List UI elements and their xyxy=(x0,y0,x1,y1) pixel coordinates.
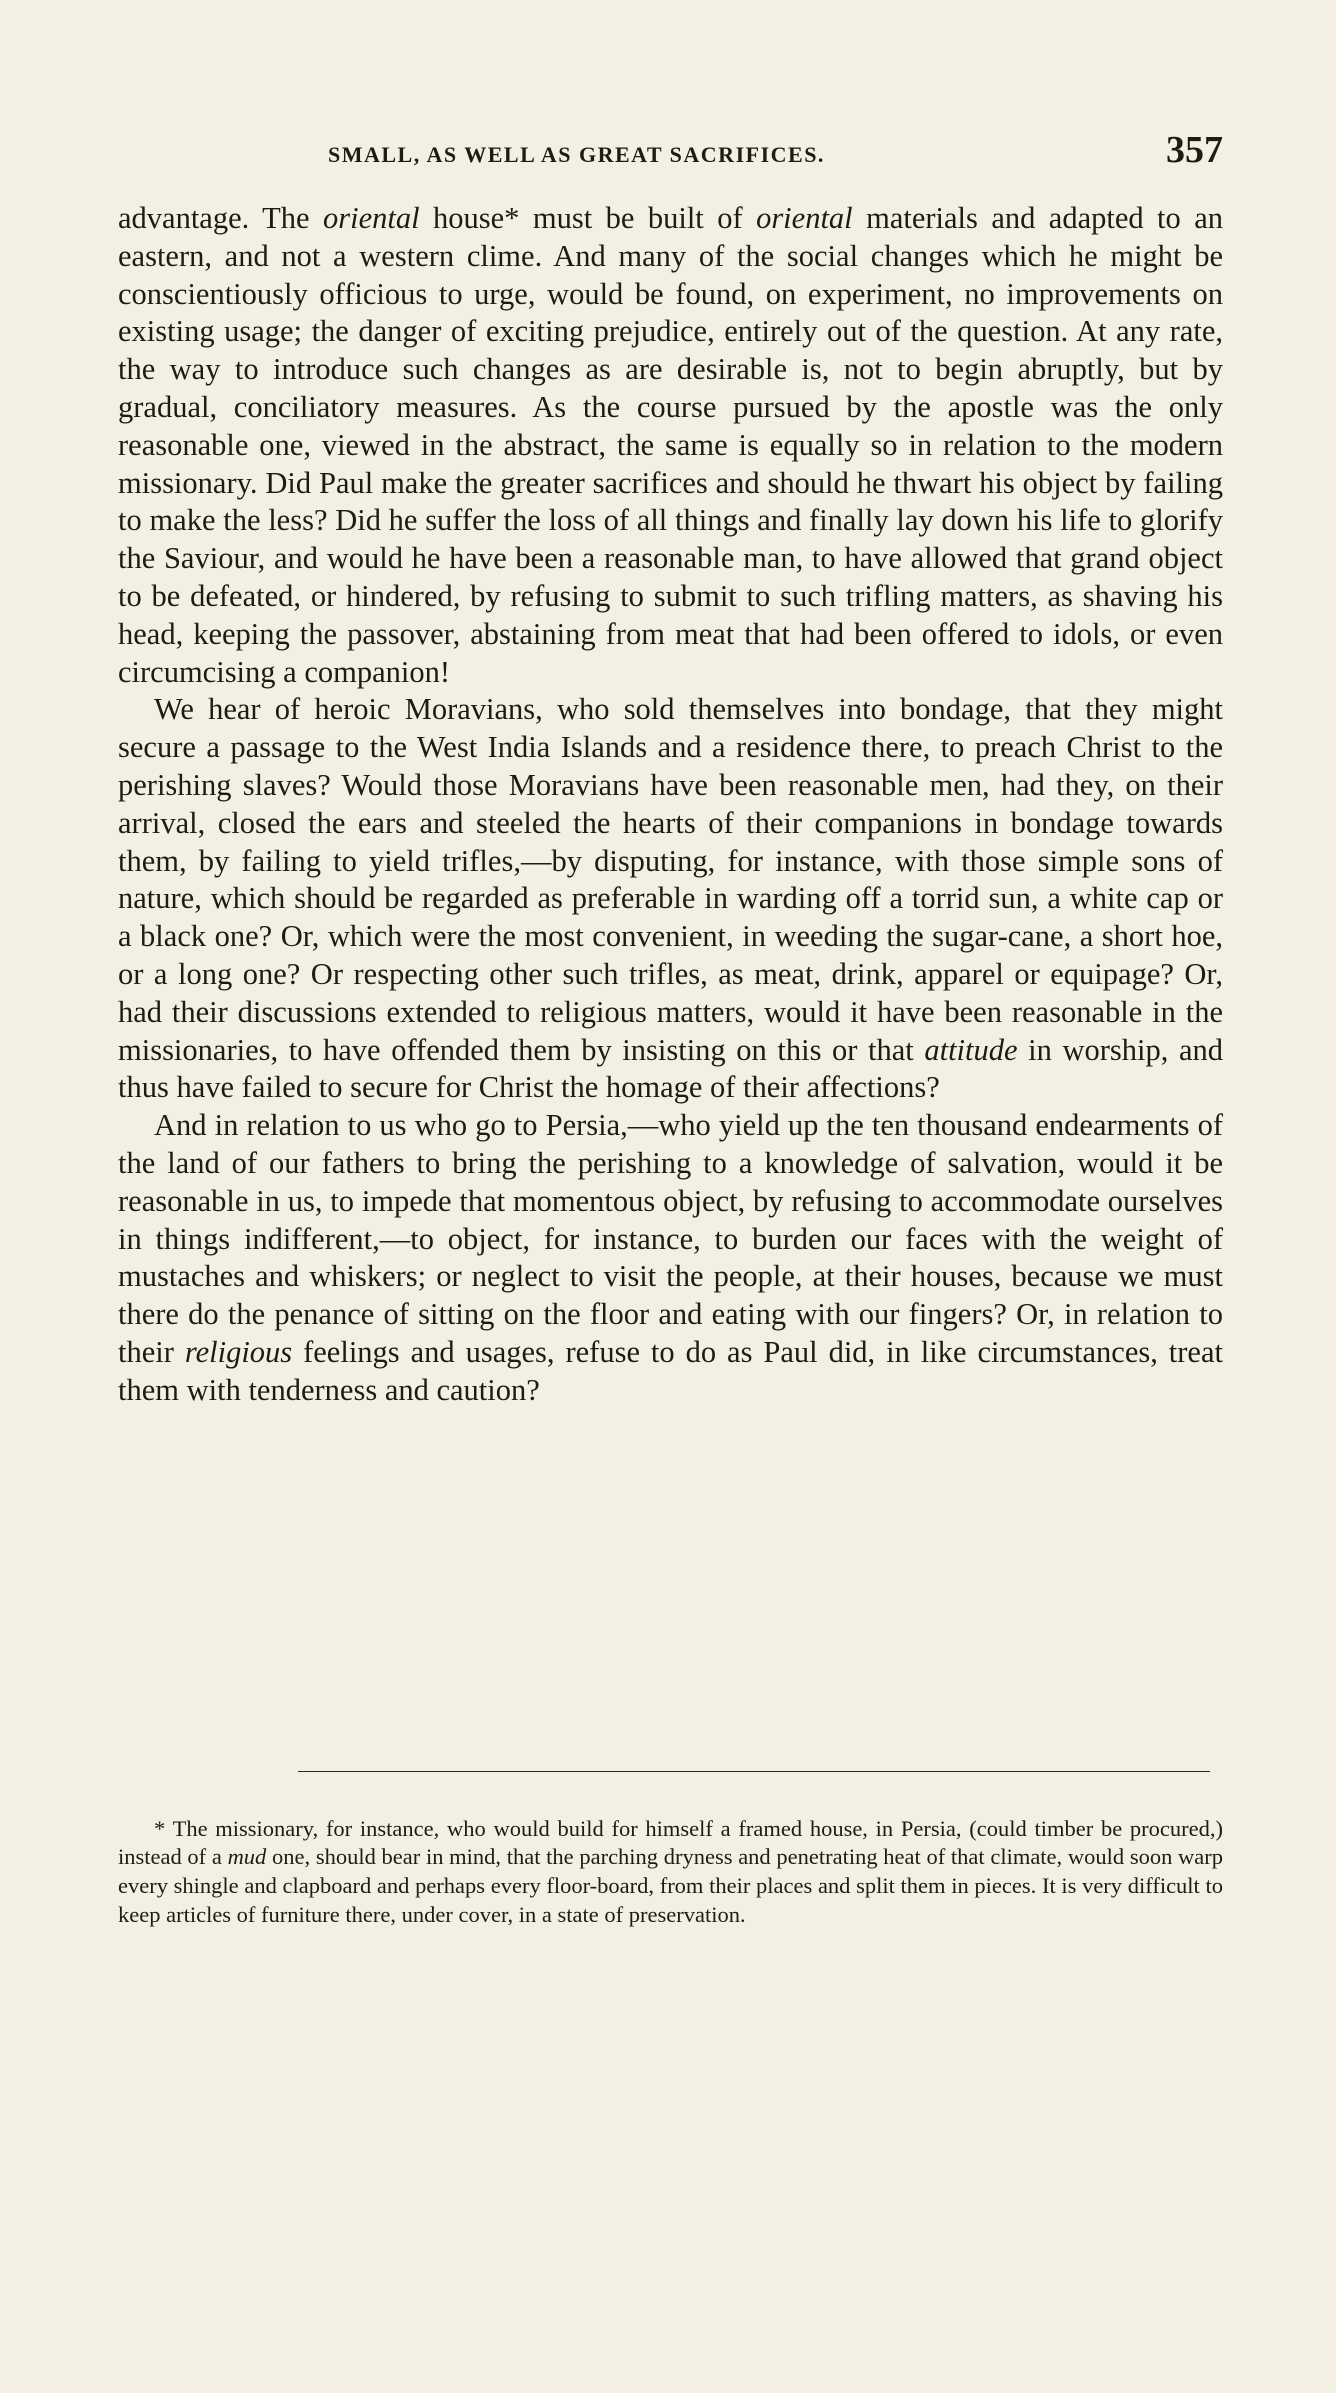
page-header xyxy=(118,128,1223,184)
page-number: 357 xyxy=(1166,129,1223,171)
italic-run: religious xyxy=(184,1334,293,1369)
text-run: house* must be built of xyxy=(419,201,757,235)
text-run: in worship, and thus have failed to secure for Christ the homage of their affections? xyxy=(118,1032,1223,1105)
footnote-rule xyxy=(298,1771,1210,1772)
paragraph xyxy=(118,1107,1223,1409)
text-run: materials and adapted to an eastern, and not a western clime. And many of the social changes which he might be conscientiously officious to urge, would be found, on experiment, no improvements on existing usage; the danger of exciting prejudice, entirely out of the question. At any rate, the way to introduce such changes as are desirable is, not to begin abruptly, but by gradual, conciliatory measures. As the course pursued by the apostle was the only reasonable one, viewed in the abstract, the same is equally so in relation to the modern missionary. Did Paul make the greater sacrifices and should he thwart his object by failing to make the less? Did he suffer the loss of all things and finally lay down his life to glorify the Saviour, and would he have been a reasonable man, to have allowed that grand object to be defeated, or hindered, by refusing to submit to such trifling matters, as shaving his head, keeping the passover, abstaining from meat that had been offered to idols, or even circumcising a companion! xyxy=(118,201,1224,689)
paragraph xyxy=(118,200,1223,691)
body-text xyxy=(118,200,1223,1410)
paragraph xyxy=(118,691,1223,1107)
text-run: one, should bear in mind, that the parching dryness and penetrating heat of that climate, would soon warp every shingle and clapboard and perhaps every floor-board, from their places and split them in pieces. It is very difficult to keep articles of furniture there, under cover, in a state of preservation. xyxy=(118,1844,1223,1927)
text-run: We hear of heroic Moravians, who sold themselves into bondage, that they might secure a passage to the West India Islands and a residence there, to preach Christ to the perishing slaves? Would those Moravians have been reasonable men, had they, on their arrival, closed the ears and steeled the hearts of their companions in bondage towards them, by failing to yield trifles,—by disputing, for instance, with those simple sons of nature, which should be regarded as preferable in warding off a torrid sun, a white cap or a black one? Or, which were the most convenient, in weeding the sugar-cane, a short hoe, or a long one? Or respecting other such trifles, as meat, drink, apparel or equipage? Or, had their discussions extended to religious matters, would it have been reasonable in the missionaries, to have offended them by insisting on this or that xyxy=(118,692,1223,1067)
text-run: feelings and usages, refuse to do as Paul did, in like circumstances, treat them with tenderness and caution? xyxy=(118,1334,1223,1407)
italic-run: attitude xyxy=(924,1032,1018,1067)
running-head: SMALL, AS WELL AS GREAT SACRIFICES. xyxy=(328,142,825,167)
text-run: * The missionary, for instance, who would build for himself a framed house, in Persia, (could timber be procured,) instead of a xyxy=(118,1815,1223,1870)
text-run: And in relation to us who go to Persia,—who yield up the ten thousand endearments of the land of our fathers to bring the perishing to a knowledge of salvation, would it be reasonable in us, to impede that momentous object, by refusing to accommodate ourselves in things indifferent,—to object, for instance, to burden our faces with the weight of mustaches and whiskers; or neglect to visit the people, at their houses, because we must there do the penance of sitting on the floor and eating with our fingers? Or, in relation to their xyxy=(118,1108,1223,1369)
footnote xyxy=(118,1815,1223,1930)
text-run: advantage. The xyxy=(118,201,323,235)
italic-run: oriental xyxy=(756,201,853,235)
italic-run: oriental xyxy=(323,201,420,235)
italic-run: mud xyxy=(227,1844,267,1870)
